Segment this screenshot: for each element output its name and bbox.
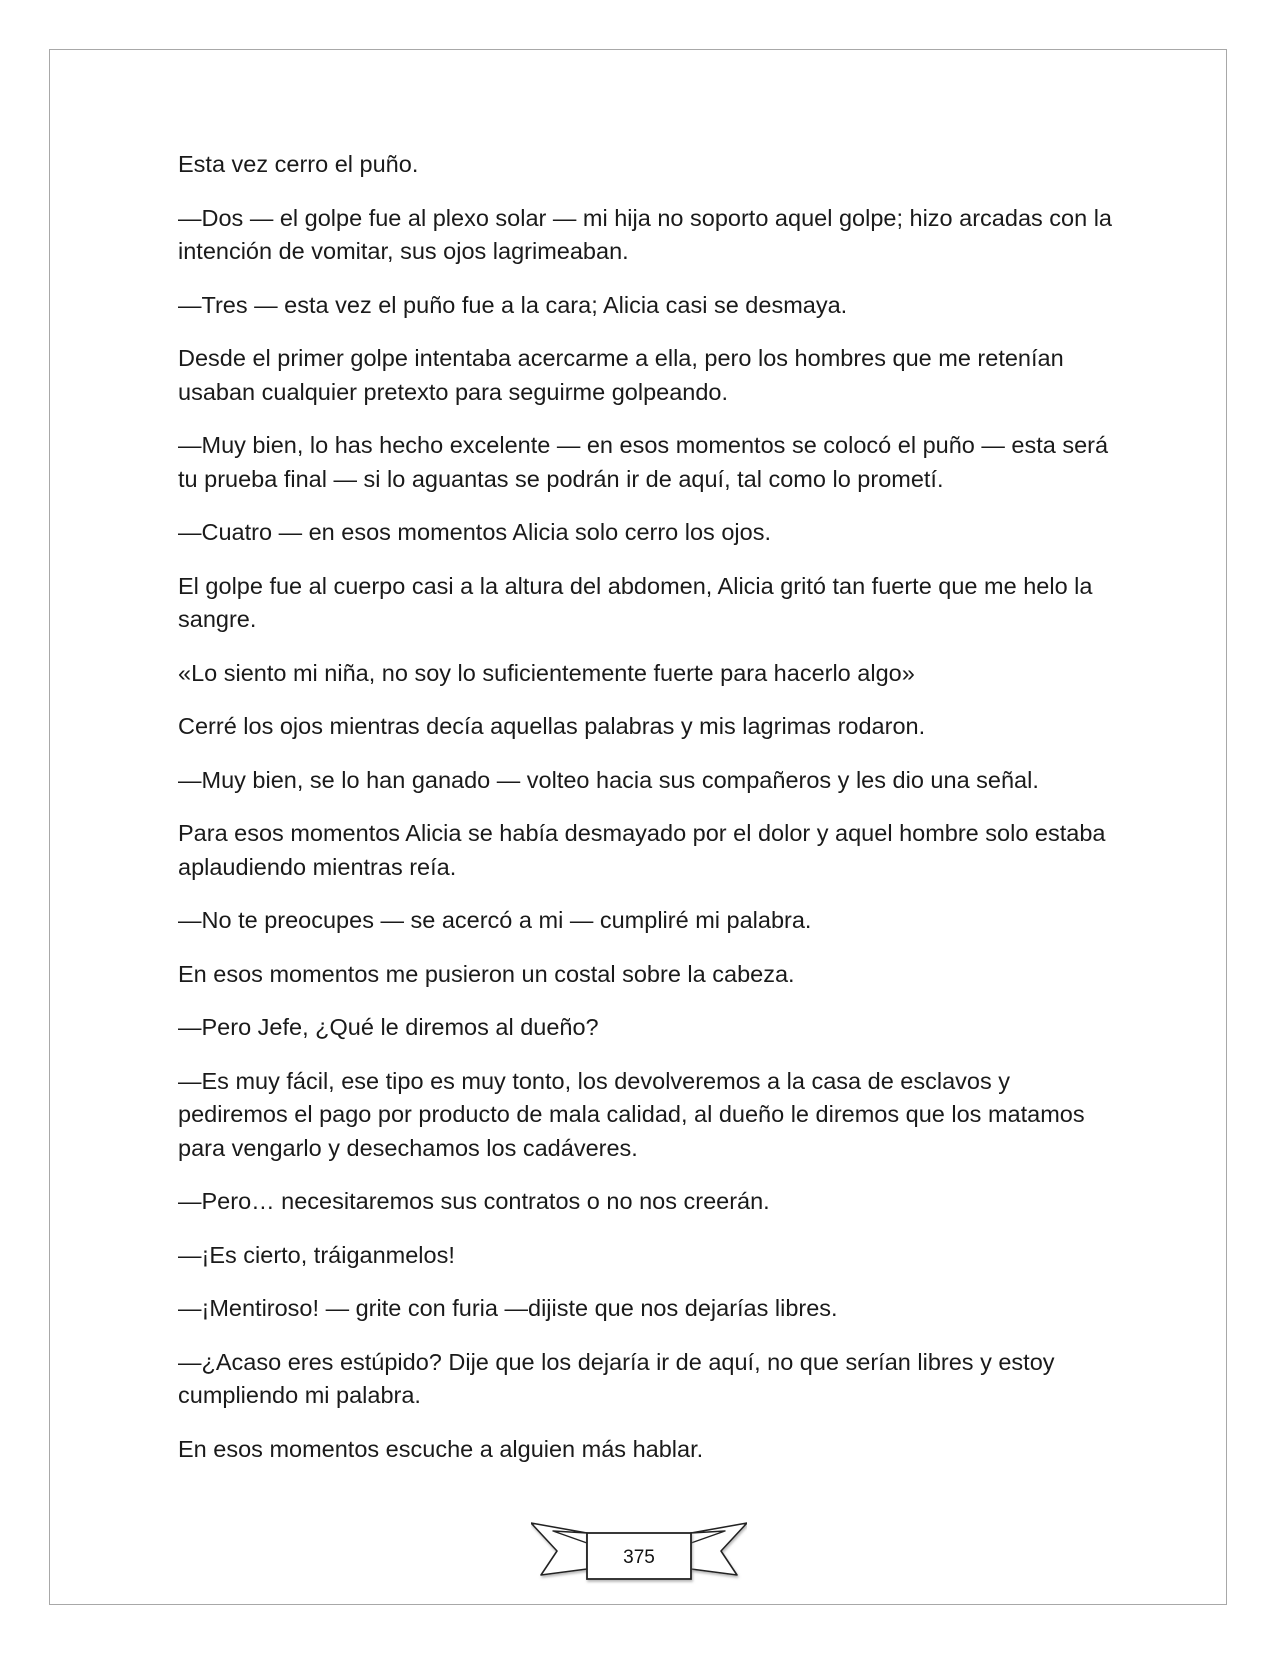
- paragraph: —¡Mentiroso! — grite con furia —dijiste que nos dejarías libres.: [178, 1295, 838, 1321]
- paragraph: En esos momentos escuche a alguien más hablar.: [178, 1435, 704, 1462]
- paragraph: El golpe fue al cuerpo casi a la altura del abdomen, Alicia gritó tan fuerte que me helo la sangre.: [178, 572, 1093, 632]
- paragraph: Cerré los ojos mientras decía aquellas palabras y mis lagrimas rodaron.: [178, 713, 926, 739]
- paragraph: —Es muy fácil, ese tipo es muy tonto, los devolveremos a la casa de esclavos y pediremos el pago por producto de mala calidad, al dueño le diremos que los matamos para vengarlo y desechamos los cadáveres.: [178, 1067, 1085, 1161]
- paragraph: Para esos momentos Alicia se había desmayado por el dolor y aquel hombre solo estaba aplaudiendo mientras reía.: [178, 820, 1106, 880]
- page-number-ribbon: [531, 1521, 747, 1587]
- paragraph: Desde el primer golpe intentaba acercarme a ella, pero los hombres que me retenían usaban cualquier pretexto para seguirme golpeando.: [178, 345, 1064, 405]
- ribbon-graphic: [531, 1521, 747, 1587]
- paragraph: —Tres — esta vez el puño fue a la cara; Alicia casi se desmaya.: [178, 291, 848, 318]
- paragraph: —Muy bien, se lo han ganado — volteo hacia sus compañeros y les dio una señal.: [178, 766, 1039, 793]
- paragraph: —Dos — el golpe fue al plexo solar — mi hija no soporto aquel golpe; hizo arcadas con la intención de vomitar, sus ojos lagrimeaban.: [178, 204, 1112, 264]
- paragraph: —Cuatro — en esos momentos Alicia solo cerro los ojos.: [178, 519, 771, 545]
- paragraph: —Pero… necesitaremos sus contratos o no nos creerán.: [178, 1188, 770, 1214]
- page-number: 375: [623, 1547, 655, 1568]
- paragraph: —¡Es cierto, tráiganmelos!: [178, 1241, 455, 1268]
- paragraph: —No te preocupes — se acercó a mi — cumpliré mi palabra.: [178, 907, 812, 933]
- paragraph: En esos momentos me pusieron un costal sobre la cabeza.: [178, 960, 795, 987]
- paragraph: «Lo siento mi niña, no soy lo suficientemente fuerte para hacerlo algo»: [178, 659, 915, 686]
- paragraph: Esta vez cerro el puño.: [178, 151, 419, 177]
- paragraph: —¿Acaso eres estúpido? Dije que los dejaría ir de aquí, no que serían libres y estoy cumpliendo mi palabra.: [178, 1348, 1055, 1408]
- paragraph: —Pero Jefe, ¿Qué le diremos al dueño?: [178, 1014, 599, 1040]
- paragraph: —Muy bien, lo has hecho excelente — en esos momentos se colocó el puño — esta será tu prueba final — si lo aguantas se podrán ir de aquí, tal como lo prometí.: [178, 432, 1109, 492]
- body-text: [178, 148, 1118, 1486]
